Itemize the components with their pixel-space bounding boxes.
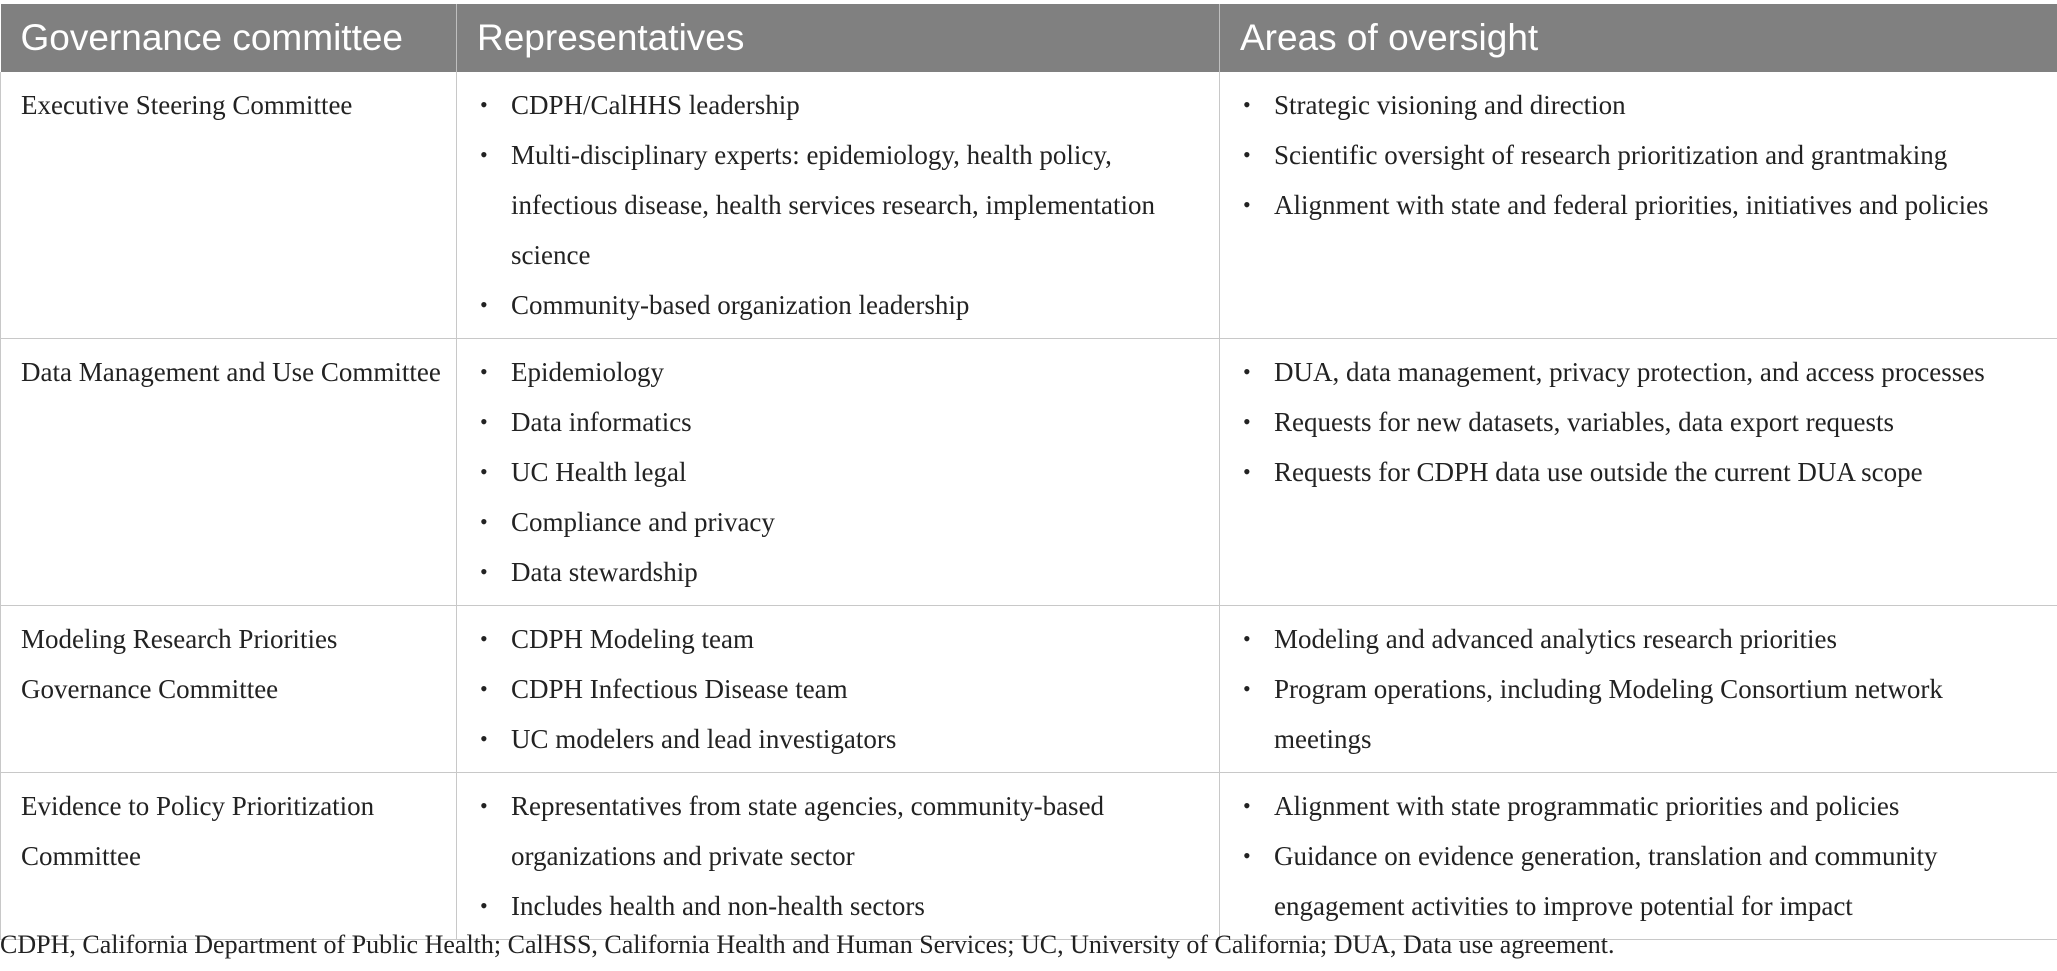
representatives-cell	[457, 72, 1220, 339]
list-item-text: Includes health and non-health sectors	[511, 891, 925, 921]
committee-name-cell: Executive Steering Committee	[1, 72, 457, 339]
representatives-cell	[457, 606, 1220, 773]
list-item-text: Community-based organization leadership	[511, 290, 970, 320]
bullet-icon: •	[480, 676, 488, 701]
list-item	[477, 347, 1209, 397]
list-item-text: Requests for CDPH data use outside the current DUA scope	[1274, 457, 1923, 487]
oversight-list	[1240, 80, 2047, 230]
committee-name-cell: Modeling Research Priorities Governance Committee	[1, 606, 457, 773]
list-item-text: Data informatics	[511, 407, 692, 437]
bullet-icon: •	[480, 359, 488, 384]
list-item	[477, 664, 1209, 714]
header-areas-of-oversight: Areas of oversight	[1220, 4, 2057, 72]
list-item-text: Modeling and advanced analytics research priorities	[1274, 624, 1838, 654]
list-item	[1240, 397, 2047, 447]
committee-name-cell: Data Management and Use Committee	[1, 339, 457, 606]
list-item-text: Data stewardship	[511, 557, 698, 587]
bullet-icon: •	[480, 893, 488, 918]
representatives-list	[477, 80, 1209, 330]
list-item	[1240, 664, 2047, 764]
list-item-text: Requests for new datasets, variables, data export requests	[1274, 407, 1895, 437]
header-governance-committee: Governance committee	[1, 4, 457, 72]
bullet-icon: •	[1243, 192, 1251, 217]
representatives-list	[477, 614, 1209, 764]
list-item	[477, 881, 1209, 931]
list-item-text: CDPH/CalHHS leadership	[511, 90, 800, 120]
oversight-cell	[1220, 606, 2057, 773]
table-row	[1, 606, 2057, 773]
bullet-icon: •	[480, 142, 488, 167]
representatives-list	[477, 347, 1209, 597]
list-item-text: UC modelers and lead investigators	[511, 724, 897, 754]
list-item	[477, 614, 1209, 664]
bullet-icon: •	[480, 559, 488, 584]
table-footnote: CDPH, California Department of Public Health; CalHSS, California Health and Human Services; UC, University of California; DUA, Data use agreement.	[0, 930, 1615, 959]
bullet-icon: •	[1243, 676, 1251, 701]
list-item	[1240, 180, 2047, 230]
list-item	[1240, 831, 2047, 931]
list-item-text: Guidance on evidence generation, translation and community engagement activities to improve potential for impact	[1274, 841, 1938, 921]
list-item	[477, 547, 1209, 597]
bullet-icon: •	[480, 409, 488, 434]
oversight-list	[1240, 614, 2047, 764]
governance-table-container	[0, 4, 2057, 940]
list-item-text: Program operations, including Modeling Consortium network meetings	[1274, 674, 1943, 754]
list-item	[1240, 130, 2047, 180]
list-item-text: CDPH Infectious Disease team	[511, 674, 848, 704]
list-item	[477, 130, 1209, 280]
table-row	[1, 773, 2057, 940]
table-header-row	[1, 4, 2057, 72]
bullet-icon: •	[480, 793, 488, 818]
list-item	[477, 447, 1209, 497]
table-row	[1, 72, 2057, 339]
list-item-text: Epidemiology	[511, 357, 664, 387]
governance-table	[0, 4, 2057, 940]
list-item	[1240, 614, 2047, 664]
list-item	[1240, 347, 2047, 397]
oversight-cell	[1220, 72, 2057, 339]
list-item	[477, 80, 1209, 130]
bullet-icon: •	[1243, 626, 1251, 651]
list-item-text: Alignment with state programmatic priorities and policies	[1274, 791, 1900, 821]
bullet-icon: •	[480, 726, 488, 751]
list-item-text: Representatives from state agencies, community-based organizations and private sector	[511, 791, 1105, 871]
list-item	[477, 280, 1209, 330]
oversight-cell	[1220, 773, 2057, 940]
list-item-text: Strategic visioning and direction	[1274, 90, 1626, 120]
list-item	[1240, 80, 2047, 130]
bullet-icon: •	[480, 509, 488, 534]
bullet-icon: •	[480, 92, 488, 117]
representatives-cell	[457, 773, 1220, 940]
bullet-icon: •	[1243, 843, 1251, 868]
bullet-icon: •	[1243, 92, 1251, 117]
representatives-cell	[457, 339, 1220, 606]
committee-name-cell: Evidence to Policy Prioritization Committee	[1, 773, 457, 940]
bullet-icon: •	[1243, 409, 1251, 434]
list-item-text: Alignment with state and federal priorities, initiatives and policies	[1274, 190, 1989, 220]
bullet-icon: •	[480, 292, 488, 317]
bullet-icon: •	[480, 459, 488, 484]
list-item-text: Compliance and privacy	[511, 507, 775, 537]
list-item-text: Scientific oversight of research prioritization and grantmaking	[1274, 140, 1948, 170]
list-item-text: CDPH Modeling team	[511, 624, 754, 654]
oversight-cell	[1220, 339, 2057, 606]
list-item-text: Multi-disciplinary experts: epidemiology, health policy, infectious disease, health services research, implementation science	[511, 140, 1156, 270]
oversight-list	[1240, 347, 2047, 497]
list-item-text: DUA, data management, privacy protection, and access processes	[1274, 357, 1985, 387]
bullet-icon: •	[480, 626, 488, 651]
table-row	[1, 339, 2057, 606]
bullet-icon: •	[1243, 359, 1251, 384]
bullet-icon: •	[1243, 793, 1251, 818]
list-item	[477, 781, 1209, 881]
list-item	[477, 714, 1209, 764]
oversight-list	[1240, 781, 2047, 931]
representatives-list	[477, 781, 1209, 931]
list-item	[477, 497, 1209, 547]
list-item	[1240, 447, 2047, 497]
list-item	[1240, 781, 2047, 831]
list-item	[477, 397, 1209, 447]
list-item-text: UC Health legal	[511, 457, 687, 487]
header-representatives: Representatives	[457, 4, 1220, 72]
bullet-icon: •	[1243, 142, 1251, 167]
bullet-icon: •	[1243, 459, 1251, 484]
